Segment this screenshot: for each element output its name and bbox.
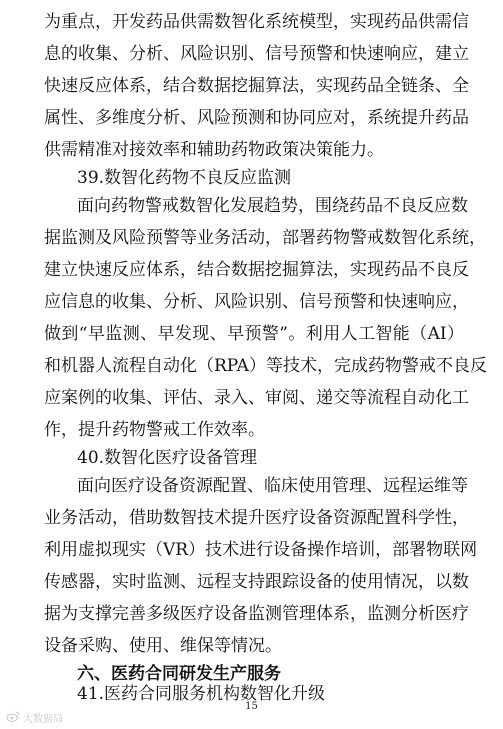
item-heading-40: 40.数智化医疗设备管理 xyxy=(77,448,258,468)
section-heading-6: 六、医药合同研发生产服务 xyxy=(77,664,281,684)
paragraph-line: 传感器，实时监测、远程支持跟踪设备的使用情况，以数 xyxy=(44,572,469,592)
item-heading-39: 39.数智化药物不良反应监测 xyxy=(77,168,292,188)
paragraph-line: 据监测及风险预警等业务活动，部署药物警戒数智化系统， xyxy=(44,228,486,248)
watermark-text: 大数据局 xyxy=(23,713,63,725)
paragraph-line: 建立快速反应体系，结合数据挖掘算法，实现药品不良反 xyxy=(44,260,469,280)
paragraph-line: 应案例的收集、评估、录入、审阅、递交等流程自动化工 xyxy=(44,388,469,408)
weibo-icon xyxy=(6,708,20,727)
paragraph-line: 设备采购、使用、维保等情况。 xyxy=(44,636,282,656)
paragraph-line: 业务活动，借助数智技术提升医疗设备资源配置科学性， xyxy=(44,508,469,528)
paragraph-line: 为重点，开发药品供需数智化系统模型，实现药品供需信 xyxy=(44,12,469,32)
paragraph-line: 据为支撑完善多级医疗设备监测管理体系，监测分析医疗 xyxy=(44,604,469,624)
paragraph-line: 应信息的收集、分析、风险识别、信号预警和快速响应， xyxy=(44,292,469,312)
paragraph-line: 供需精准对接效率和辅助药物政策决策能力。 xyxy=(44,140,384,160)
paragraph-line: 快速反应体系，结合数据挖掘算法，实现药品全链条、全 xyxy=(44,76,469,96)
paragraph-line: 面向医疗设备资源配置、临床使用管理、远程运维等 xyxy=(77,476,468,496)
paragraph-line: 属性、多维度分析、风险预测和协同应对，系统提升药品 xyxy=(44,108,469,128)
paragraph-line: 利用虚拟现实（VR）技术进行设备操作培训，部署物联网 xyxy=(44,540,478,560)
paragraph-line: 和机器人流程自动化（RPA）等技术，完成药物警戒不良反 xyxy=(44,356,487,376)
paragraph-line: 面向药物警戒数智化发展趋势，围绕药品不良反应数 xyxy=(77,196,468,216)
page-number: 15 xyxy=(245,701,258,712)
paragraph-line: 作，提升药物警戒工作效率。 xyxy=(44,420,265,440)
watermark xyxy=(6,710,63,724)
paragraph-line: 做到“早监测、早发现、早预警”。利用人工智能（AI） xyxy=(44,324,464,344)
paragraph-line: 息的收集、分析、风险识别、信号预警和快速响应，建立 xyxy=(44,44,469,64)
item-heading-41: 41.医药合同服务机构数智化升级 xyxy=(77,684,326,704)
